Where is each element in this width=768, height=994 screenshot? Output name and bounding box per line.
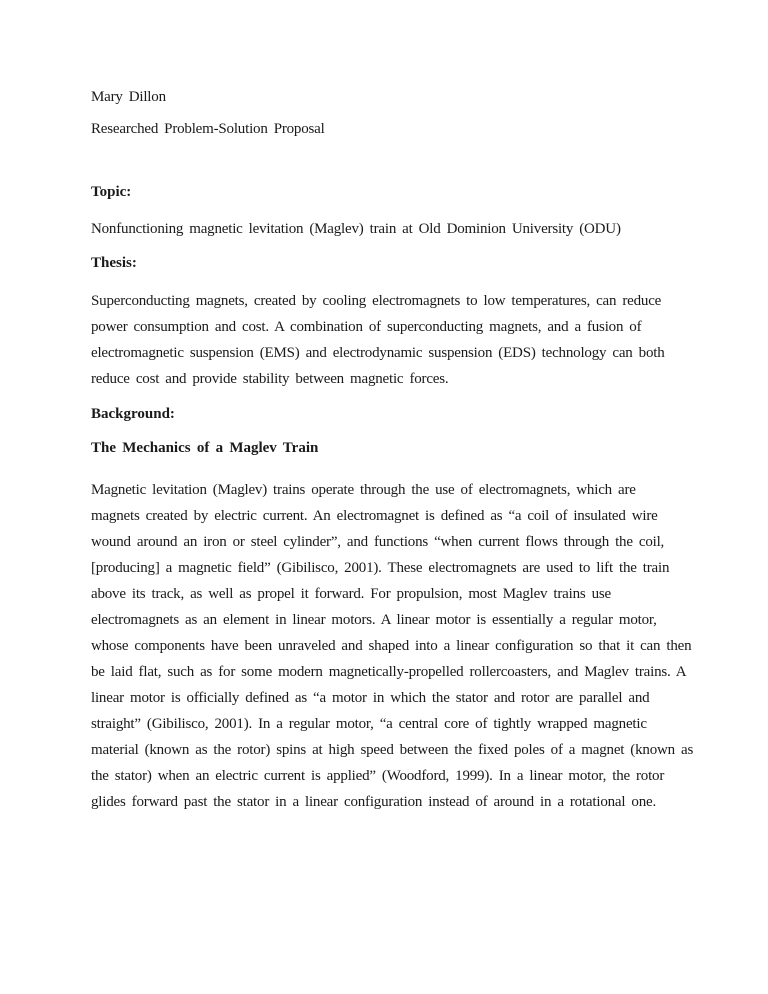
text-line: be laid flat, such as for some modern magnetically-propelled rollercoasters, and Maglev trains. A xyxy=(91,664,687,680)
mechanics-paragraph xyxy=(91,477,694,815)
text-line: linear motor is officially defined as “a motor in which the stator and rotor are parallel and xyxy=(91,690,650,706)
text-line: magnets created by electric current. An electromagnet is defined as “a coil of insulated wire xyxy=(91,508,658,524)
text-line: Magnetic levitation (Maglev) trains operate through the use of electromagnets, which are xyxy=(91,482,636,498)
text-line: reduce cost and provide stability between magnetic forces. xyxy=(91,371,449,387)
text-line: the stator) when an electric current is applied” (Woodford, 1999). In a linear motor, the rotor xyxy=(91,768,665,784)
thesis-paragraph xyxy=(91,288,690,392)
text-line: power consumption and cost. A combination of superconducting magnets, and a fusion of xyxy=(91,319,642,335)
text-line: material (known as the rotor) spins at high speed between the fixed poles of a magnet (known as xyxy=(91,742,694,758)
thesis-heading: Thesis: xyxy=(91,255,137,271)
topic-heading: Topic: xyxy=(91,184,132,200)
author-name: Mary Dillon xyxy=(91,89,166,105)
text-line: above its track, as well as propel it forward. For propulsion, most Maglev trains use xyxy=(91,586,611,602)
text-line: electromagnetic suspension (EMS) and electrodynamic suspension (EDS) technology can both xyxy=(91,345,665,361)
mechanics-subheading: The Mechanics of a Maglev Train xyxy=(91,440,319,456)
text-line: whose components have been unraveled and shaped into a linear configuration so that it can then xyxy=(91,638,692,654)
text-line: [producing] a magnetic field” (Gibilisco, 2001). These electromagnets are used to lift the train xyxy=(91,560,670,576)
text-line: wound around an iron or steel cylinder”, and functions “when current flows through the coil, xyxy=(91,534,665,550)
document-type: Researched Problem-Solution Proposal xyxy=(91,121,325,137)
text-line: Superconducting magnets, created by cooling electromagnets to low temperatures, can reduce xyxy=(91,293,662,309)
text-line: glides forward past the stator in a linear configuration instead of around in a rotational one. xyxy=(91,794,656,810)
background-heading: Background: xyxy=(91,406,175,422)
topic-text: Nonfunctioning magnetic levitation (Maglev) train at Old Dominion University (ODU) xyxy=(91,221,621,237)
text-line: straight” (Gibilisco, 2001). In a regular motor, “a central core of tightly wrapped magnetic xyxy=(91,716,647,732)
text-line: electromagnets as an element in linear motors. A linear motor is essentially a regular motor, xyxy=(91,612,657,628)
